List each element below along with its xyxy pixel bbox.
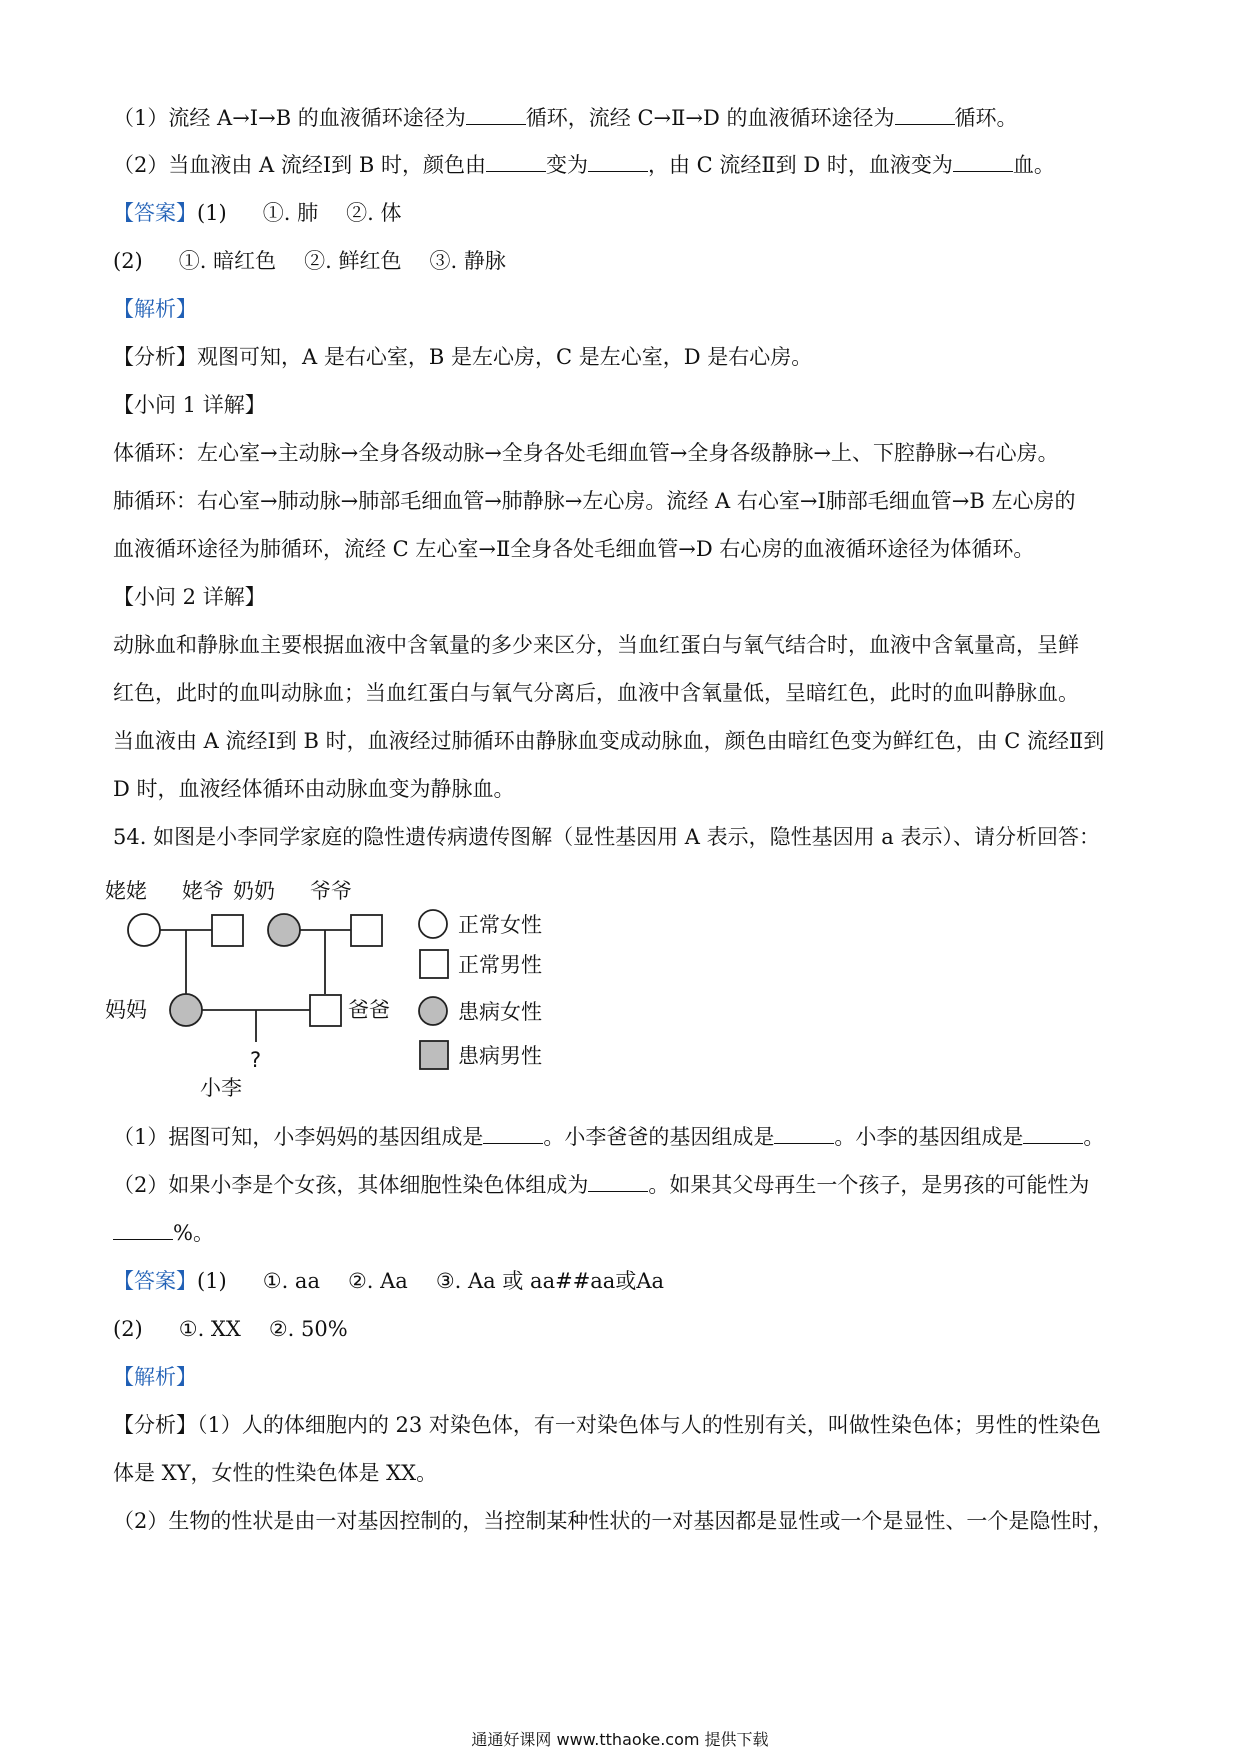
q53-part2: （2）当血液由 A 流经Ⅰ到 B 时，颜色由 变为 ，由 C 流经Ⅱ到 D 时，血液变为 血。 bbox=[113, 153, 1055, 177]
sub1-heading: 【小问 1 详解】 bbox=[113, 393, 266, 417]
q54-part2-cont: %。 bbox=[113, 1218, 214, 1248]
blank bbox=[486, 153, 546, 172]
blank bbox=[466, 106, 526, 125]
q53-answer-1: 【答案】(1) ①. 肺 ②. 体 bbox=[113, 201, 402, 225]
q54-answer-2: (2) ①. XX ②. 50% bbox=[113, 1317, 348, 1341]
answer-tag: 【答案】 bbox=[113, 1269, 197, 1293]
answer-tag: 【答案】 bbox=[113, 201, 197, 225]
pedigree-chart bbox=[100, 870, 640, 1110]
page-footer: 通通好课网 www.tthaoke.com 提供下载 bbox=[471, 1730, 769, 1749]
q53-fenxi: 【分析】观图可知，A 是右心室，B 是左心房，C 是左心室，D 是右心房。 bbox=[113, 345, 813, 369]
blank bbox=[774, 1125, 834, 1144]
sub2-line: 动脉血和静脉血主要根据血液中含氧量的多少来区分，当血红蛋白与氧气结合时，血液中含氧量高，呈鲜 bbox=[113, 633, 1079, 657]
legend-normal-male-symbol bbox=[420, 950, 448, 978]
sub2-heading: 【小问 2 详解】 bbox=[113, 585, 266, 609]
analysis-tag: 【解析】 bbox=[113, 1365, 197, 1389]
sub2-line: D 时，血液经体循环由动脉血变为静脉血。 bbox=[113, 777, 515, 801]
nainai-symbol bbox=[268, 914, 300, 946]
label-unknown: ? bbox=[250, 1048, 262, 1072]
label-yeye: 爷爷 bbox=[310, 879, 352, 903]
legend-affected-male-symbol bbox=[420, 1041, 448, 1069]
sub1-line: 肺循环：右心室→肺动脉→肺部毛细血管→肺静脉→左心房。流经 A 右心室→Ⅰ肺部毛细血管→B 左心房的 bbox=[113, 489, 1076, 513]
blank bbox=[588, 1173, 648, 1192]
legend-affected-female-symbol bbox=[419, 997, 447, 1025]
blank bbox=[953, 153, 1013, 172]
q54-fenxi-line: （2）生物的性状是由一对基因控制的，当控制某种性状的一对基因都是显性或一个是显性、一个是隐性时， bbox=[113, 1509, 1114, 1533]
q54-part2: （2）如果小李是个女孩，其体细胞性染色体组成为 。如果其父母再生一个孩子，是男孩的可能性为 bbox=[113, 1173, 1090, 1197]
blank bbox=[1023, 1125, 1083, 1144]
legend-affected-female: 患病女性 bbox=[458, 1000, 542, 1024]
laoye-symbol bbox=[212, 915, 243, 946]
blank bbox=[113, 1221, 173, 1240]
blank bbox=[483, 1125, 543, 1144]
baba-symbol bbox=[310, 995, 341, 1026]
laolao-symbol bbox=[128, 914, 160, 946]
label-nainai: 奶奶 bbox=[233, 879, 275, 903]
label-baba: 爸爸 bbox=[348, 998, 390, 1022]
analysis-tag: 【解析】 bbox=[113, 297, 197, 321]
sub2-line: 当血液由 A 流经Ⅰ到 B 时，血液经过肺循环由静脉血变成动脉血，颜色由暗红色变为鲜红色，由 C 流经Ⅱ到 bbox=[113, 729, 1105, 753]
q53-answer-2: (2) ①. 暗红色 ②. 鲜红色 ③. 静脉 bbox=[113, 249, 506, 273]
mama-symbol bbox=[170, 994, 202, 1026]
legend-affected-male: 患病男性 bbox=[458, 1044, 542, 1068]
blank bbox=[895, 106, 955, 125]
yeye-symbol bbox=[351, 915, 382, 946]
q54-fenxi-line: 体是 XY，女性的性染色体是 XX。 bbox=[113, 1461, 438, 1485]
sub2-line: 红色，此时的血叫动脉血；当血红蛋白与氧气分离后，血液中含氧量低，呈暗红色，此时的血叫静脉血。 bbox=[113, 681, 1079, 705]
label-laolao: 姥姥 bbox=[105, 879, 147, 903]
sub1-line: 体循环：左心室→主动脉→全身各级动脉→全身各处毛细血管→全身各级静脉→上、下腔静脉→右心房。 bbox=[113, 441, 1059, 465]
label-laoye: 姥爷 bbox=[182, 879, 224, 903]
q54-stem: 54. 如图是小李同学家庭的隐性遗传病遗传图解（显性基因用 A 表示，隐性基因用 a 表示）、请分析回答： bbox=[113, 825, 1100, 849]
q53-part1: （1）流经 A→Ⅰ→B 的血液循环途径为 循环，流经 C→Ⅱ→D 的血液循环途径为 循环。 bbox=[113, 106, 1018, 130]
q54-answer-1: 【答案】(1) ①. aa ②. Aa ③. Aa 或 aa##aa或Aa bbox=[113, 1269, 665, 1293]
label-mama: 妈妈 bbox=[105, 998, 147, 1022]
blank bbox=[588, 153, 648, 172]
legend-normal-male: 正常男性 bbox=[458, 953, 542, 977]
sub1-line: 血液循环途径为肺循环，流经 C 左心室→Ⅱ全身各处毛细血管→D 右心房的血液循环途径为体循环。 bbox=[113, 537, 1035, 561]
legend-normal-female: 正常女性 bbox=[458, 913, 542, 937]
legend-normal-female-symbol bbox=[419, 910, 447, 938]
q54-part1: （1）据图可知，小李妈妈的基因组成是 。小李爸爸的基因组成是 。小李的基因组成是 。 bbox=[113, 1125, 1105, 1149]
q54-fenxi-line: 【分析】（1）人的体细胞内的 23 对染色体，有一对染色体与人的性别有关，叫做性染色体；男性的性染色 bbox=[113, 1413, 1101, 1437]
label-child: 小李 bbox=[200, 1076, 242, 1100]
